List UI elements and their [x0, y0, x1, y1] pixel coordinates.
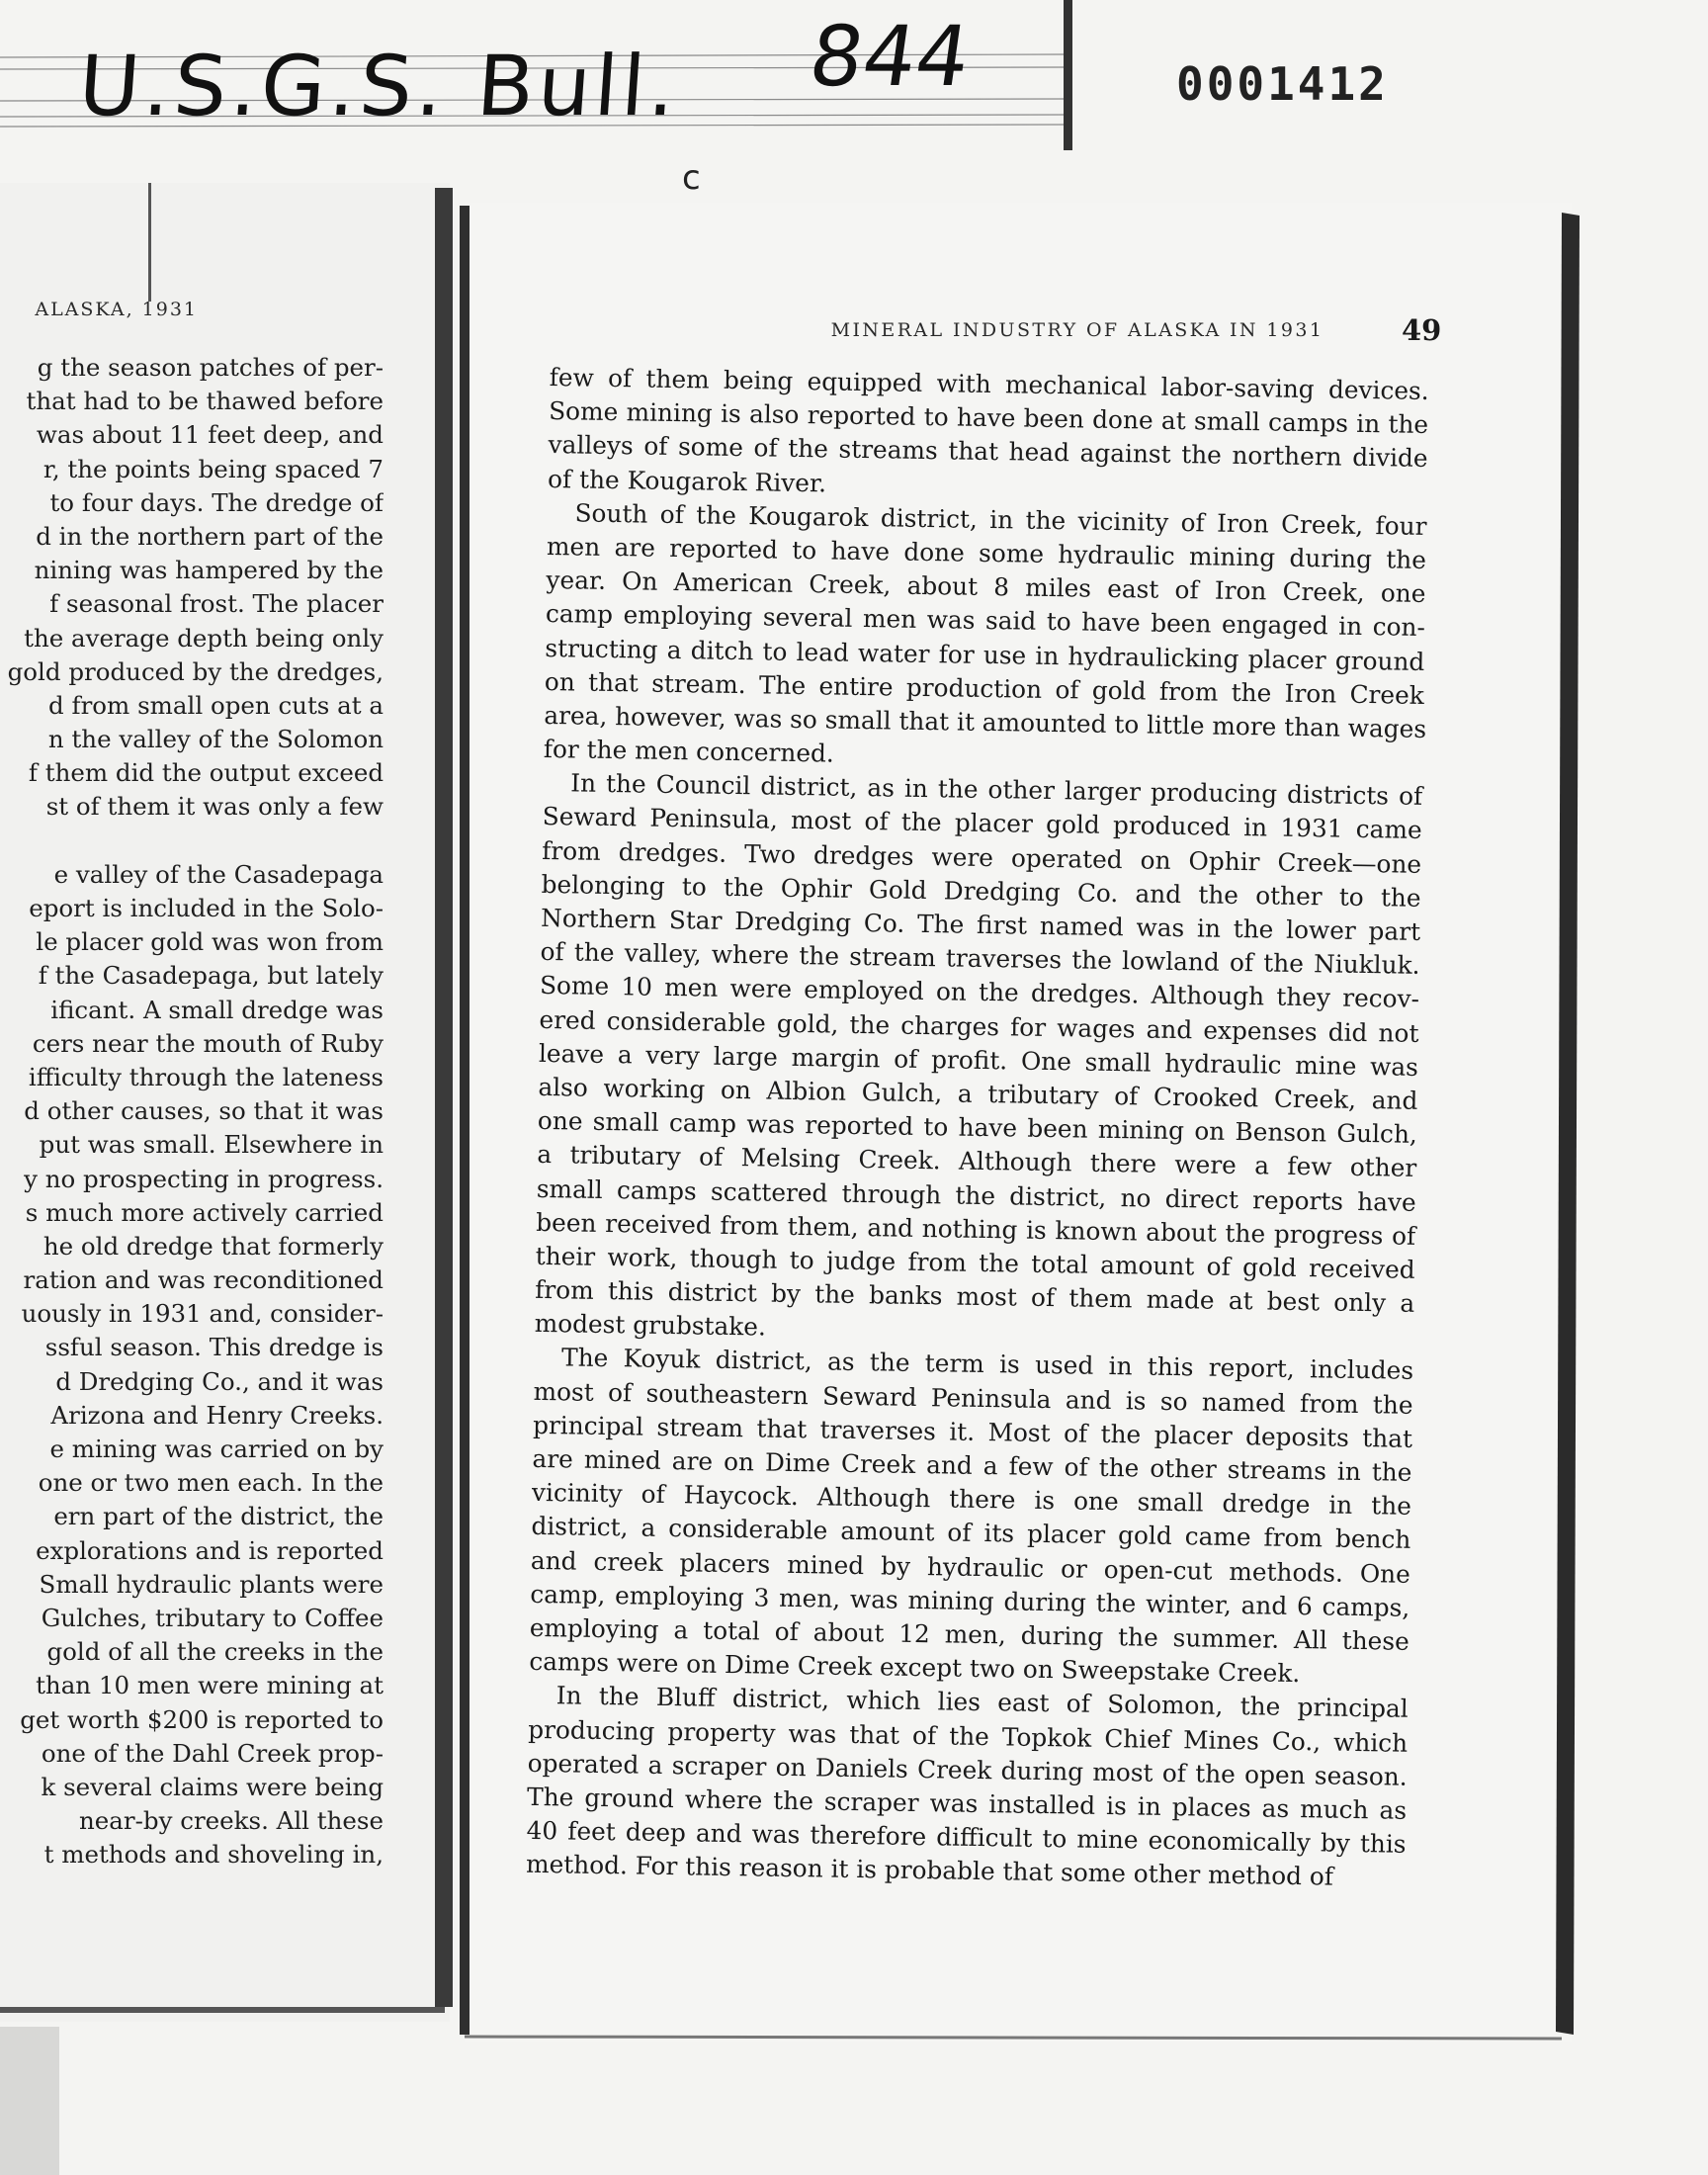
left-page-line: ssful season. This dredge is — [44, 1333, 384, 1362]
left-page-line: le placer gold was won from — [36, 927, 384, 957]
left-page-line: the average depth being only — [24, 623, 384, 652]
left-page-line: ificant. A small dredge was — [50, 995, 384, 1024]
body-line: also working on Albion Gulch, a tributary of Crooked Creek, and — [538, 1072, 1418, 1115]
left-running-head: ALASKA, 1931 — [35, 299, 198, 320]
right-page-bottom-edge — [465, 2037, 1562, 2039]
left-page-line: g the season patches of per- — [37, 353, 384, 382]
body-line: structing a ditch to lead water for use in hydraulicking placer ground — [545, 633, 1425, 676]
body-line: small camps scattered through the district, no direct reports have — [536, 1174, 1416, 1217]
body-line: one small camp was reported to have been mining on Benson Gulch, — [537, 1106, 1418, 1150]
left-page-line: gold of all the creeks in the — [46, 1637, 384, 1667]
left-page-line: k several claims were being — [41, 1772, 384, 1801]
left-page-line: e valley of the Casadepaga — [53, 859, 384, 889]
left-page-line: put was small. Elsewhere in — [39, 1130, 384, 1160]
body-line: from this district by the banks most of them made at best only a — [535, 1274, 1415, 1318]
body-line: Northern Star Dredging Co. The first named was in the lower part — [540, 903, 1421, 946]
body-line: area, however, was so small that it amounted to little more than wages — [544, 700, 1427, 743]
body-line: from dredges. Two dredges were operated on Ophir Creek—one — [541, 835, 1422, 879]
left-page-line: Small hydraulic plants were — [39, 1569, 384, 1599]
left-page-line: get worth $200 is reported to — [20, 1704, 384, 1734]
body-line: are mined are on Dime Creek and a few of the other streams in the — [532, 1443, 1412, 1487]
left-page-line: st of them it was only a few — [45, 792, 384, 822]
left-page-line — [0, 825, 384, 858]
left-page-line: r, the points being spaced 7 — [43, 454, 384, 483]
left-page-text — [0, 351, 384, 1871]
body-line: few of them being equipped with mechanical labor-saving devices. — [549, 362, 1429, 405]
body-line: 40 feet deep and was therefore difficult to mine economically by this — [526, 1815, 1407, 1859]
body-line: In the Council district, as in the other larger producing districts of — [570, 768, 1423, 812]
left-page-line: ration and was reconditioned — [23, 1265, 384, 1295]
left-page-line: one of the Dahl Creek prop- — [41, 1738, 384, 1768]
left-page-line: d in the northern part of the — [36, 521, 384, 551]
body-line: of the Kougarok River. — [547, 464, 827, 497]
running-head: MINERAL INDUSTRY OF ALASKA IN 1931 — [830, 319, 1324, 341]
body-line: modest grubstake. — [534, 1309, 767, 1342]
left-page-line: was about 11 feet deep, and — [36, 420, 384, 450]
stamp-number: 0001412 — [1176, 57, 1389, 111]
body-line: district, a considerable amount of its placer gold came from bench — [531, 1512, 1411, 1555]
body-line: for the men concerned. — [543, 735, 835, 768]
left-page-line: s much more actively carried — [25, 1197, 384, 1227]
left-page-line: d Dredging Co., and it was — [55, 1366, 384, 1396]
body-line: men are reported to have done some hydraulic mining during the — [546, 531, 1427, 574]
body-line: In the Bluff district, which lies east of Solomon, the principal — [555, 1681, 1409, 1724]
body-line: camp, employing 3 men, was mining during the winter, and 6 camps, — [530, 1579, 1410, 1622]
left-page-line: Arizona and Henry Creeks. — [50, 1400, 384, 1430]
body-line: most of southeastern Seward Peninsula and is so named from the — [533, 1376, 1413, 1420]
body-line: principal stream that traverses it. Most of the placer deposits that — [532, 1410, 1413, 1453]
left-page-bottom-shadow — [0, 2027, 59, 2175]
left-page-line: e mining was carried on by — [49, 1435, 384, 1463]
left-page-line: that had to be thawed before — [26, 387, 384, 416]
left-page-line: d from small open cuts at a — [48, 690, 384, 720]
body-line: their work, though to judge from the total amount of gold received — [535, 1241, 1415, 1284]
body-line: Some mining is also reported to have been done at small camps in the — [548, 396, 1429, 440]
body-line: The ground where the scraper was installed is in places as much as — [526, 1782, 1408, 1825]
body-line: and creek placers mined by hydraulic or open-cut methods. One — [530, 1545, 1411, 1589]
body-line: Some 10 men were employed on the dredges. Although they recov- — [539, 971, 1420, 1014]
left-page-line: gold produced by the dredges, — [7, 656, 384, 686]
body-line: Seward Peninsula, most of the placer gold produced in 1931 came — [542, 802, 1422, 845]
left-page-line: d other causes, so that it was — [24, 1096, 384, 1126]
left-page-line: ern part of the district, the — [53, 1502, 384, 1531]
body-line: employing a total of about 12 men, during the summer. All these — [529, 1612, 1409, 1656]
left-page-line: near-by creeks. All these — [79, 1806, 384, 1836]
body-line: valleys of some of the streams that head against the northern divide — [548, 430, 1428, 474]
left-page-line: one or two men each. In the — [38, 1468, 384, 1498]
left-page-line: than 10 men were mining at — [36, 1671, 384, 1700]
left-page-line: f them did the output exceed — [28, 758, 384, 788]
left-page — [0, 178, 435, 2017]
handwritten-mark: c — [682, 158, 701, 198]
left-page-line: t methods and shoveling in, — [43, 1840, 384, 1870]
scrap-edge — [1064, 0, 1072, 150]
body-line: vicinity of Haycock. Although there is one small dredge in the — [531, 1478, 1412, 1522]
left-page-line: cers near the mouth of Ruby — [32, 1028, 384, 1058]
page-number: 49 — [1402, 313, 1442, 347]
handwritten-label: U.S.G.S. Bull. — [75, 38, 683, 134]
body-line: camps were on Dime Creek except two on Sweepstake Creek. — [529, 1646, 1301, 1689]
body-line: ered considerable gold, the charges for wages and expenses did not — [539, 1004, 1419, 1048]
body-line: operated a scraper on Daniels Creek during most of the open season. — [527, 1748, 1408, 1791]
left-page-line: to four days. The dredge of — [49, 487, 384, 517]
left-page-line: he old dredge that formerly — [43, 1231, 384, 1261]
left-page-line: f the Casadepaga, but lately — [38, 961, 384, 991]
body-line: leave a very large margin of profit. One small hydraulic mine was — [538, 1038, 1419, 1082]
right-page — [465, 203, 1581, 2032]
body-line: on that stream. The entire production of gold from the Iron Creek — [544, 666, 1425, 710]
body-line: method. For this reason it is probable that some other method of — [525, 1850, 1334, 1891]
left-page-line: f seasonal frost. The placer — [49, 589, 384, 619]
left-page-line: nining was hampered by the — [34, 556, 384, 585]
body-line: a tributary of Melsing Creek. Although there were a few other — [537, 1140, 1417, 1183]
left-page-line: ifficulty through the lateness — [28, 1062, 384, 1091]
left-page-line: uously in 1931 and, consider- — [21, 1299, 384, 1329]
body-line: producing property was that of the Topkok Chief Mines Co., which — [528, 1714, 1409, 1758]
body-text — [526, 361, 1429, 1895]
body-line: of the valley, where the stream traverses the lowland of the Niukluk. — [540, 937, 1420, 981]
left-page-line: explorations and is reported — [36, 1535, 384, 1565]
body-line: year. On American Creek, about 8 miles east of Iron Creek, one — [546, 566, 1426, 609]
body-line: camp employing several men was said to have been engaged in con- — [545, 599, 1426, 643]
left-page-line: y no prospecting in progress. — [24, 1164, 384, 1193]
left-page-spine-shadow — [435, 188, 453, 2007]
left-page-line: eport is included in the Solo- — [29, 894, 384, 922]
body-line: The Koyuk district, as the term is used in this report, includes — [560, 1343, 1414, 1386]
body-line: South of the Kougarok district, in the vicinity of Iron Creek, four — [574, 498, 1427, 541]
body-line: belonging to the Ophir Gold Dredging Co. and the other to the — [541, 869, 1421, 913]
body-line: been received from them, and nothing is known about the progress of — [536, 1207, 1416, 1251]
handwritten-number: 844 — [804, 8, 977, 105]
left-page-line: Gulches, tributary to Coffee — [41, 1603, 384, 1632]
left-page-line: n the valley of the Solomon — [47, 725, 384, 754]
